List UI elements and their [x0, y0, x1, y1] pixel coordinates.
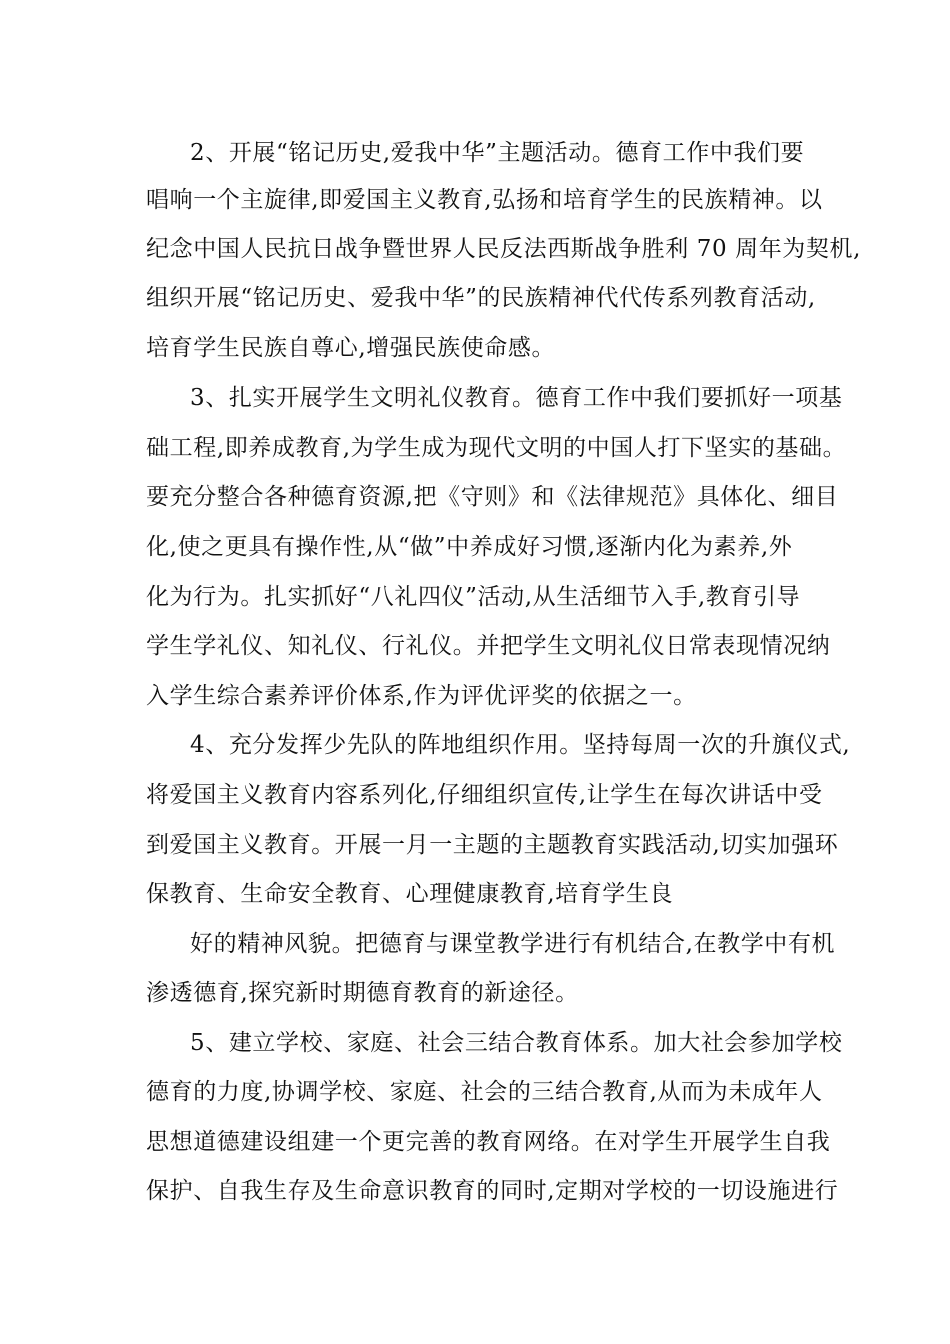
- paragraph-4b-line-1: 好的精神风貌。把德育与课堂教学进行有机结合,在教学中有机: [190, 931, 836, 957]
- paragraph-5-line-1: 5、建立学校、家庭、社会三结合教育体系。加大社会参加学校: [190, 1030, 843, 1056]
- paragraph-3-line-6: 学生学礼仪、知礼仪、行礼仪。并把学生文明礼仪日常表现情况纳: [146, 633, 831, 659]
- paragraph-4-line-1: 4、充分发挥少先队的阵地组织作用。坚持每周一次的升旗仪式,: [190, 732, 851, 758]
- paragraph-3-line-4: 化,使之更具有操作性,从“做”中养成好习惯,逐渐内化为素养,外: [146, 534, 793, 560]
- paragraph-2-line-5: 培育学生民族自尊心,增强民族使命感。: [146, 335, 556, 361]
- paragraph-2-line-2: 唱响一个主旋律,即爱国主义教育,弘扬和培育学生的民族精神。以: [146, 187, 823, 213]
- paragraph-3-line-5: 化为行为。扎实抓好“八礼四仪”活动,从生活细节入手,教育引导: [146, 584, 801, 610]
- paragraph-3-line-2: 础工程,即养成教育,为学生成为现代文明的中国人打下坚实的基础。: [146, 435, 847, 461]
- paragraph-5-line-2: 德育的力度,协调学校、家庭、社会的三结合教育,从而为未成年人: [146, 1079, 823, 1105]
- paragraph-5-line-4: 保护、自我生存及生命意识教育的同时,定期对学校的一切设施进行: [146, 1178, 839, 1204]
- paragraph-5-line-3: 思想道德建设组建一个更完善的教育网络。在对学生开展学生自我: [146, 1129, 831, 1155]
- paragraph-2-line-3: 纪念中国人民抗日战争暨世界人民反法西斯战争胜利 70 周年为契机,: [146, 236, 861, 262]
- paragraph-3-line-1: 3、扎实开展学生文明礼仪教育。德育工作中我们要抓好一项基: [190, 385, 843, 411]
- paragraph-4-line-3: 到爱国主义教育。开展一月一主题的主题教育实践活动,切实加强环: [146, 832, 839, 858]
- paragraph-2-line-4: 组织开展“铭记历史、爱我中华”的民族精神代代传系列教育活动,: [146, 285, 816, 311]
- paragraph-3-line-3: 要充分整合各种德育资源,把《守则》和《法律规范》具体化、细目: [146, 484, 839, 510]
- paragraph-4b-line-2: 渗透德育,探究新时期德育教育的新途径。: [146, 980, 579, 1006]
- paragraph-4-line-4: 保教育、生命安全教育、心理健康教育,培育学生良: [146, 881, 674, 907]
- paragraph-3-line-7: 入学生综合素养评价体系,作为评优评奖的依据之一。: [146, 683, 697, 709]
- paragraph-4-line-2: 将爱国主义教育内容系列化,仔细组织宣传,让学生在每次讲话中受: [146, 782, 823, 808]
- paragraph-2-line-1: 2、开展“铭记历史,爱我中华”主题活动。德育工作中我们要: [190, 140, 805, 166]
